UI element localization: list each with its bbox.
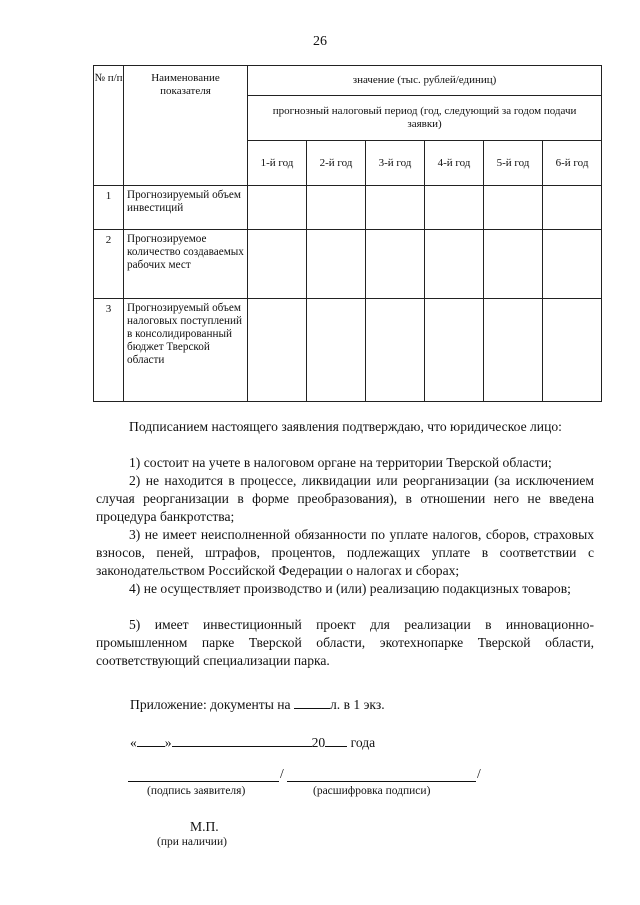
value-cell xyxy=(307,230,366,299)
value-cell xyxy=(543,186,602,230)
year-header: 1-й год xyxy=(248,141,307,186)
year-header: 5-й год xyxy=(484,141,543,186)
value-cell xyxy=(366,230,425,299)
condition-item-1: 1) состоит на учете в налоговом органе на территории Тверской области; xyxy=(129,455,552,470)
day-field[interactable] xyxy=(137,734,165,747)
month-field[interactable] xyxy=(172,734,312,747)
value-cell xyxy=(307,299,366,402)
table-row xyxy=(94,299,602,402)
value-cell xyxy=(366,299,425,402)
value-cell xyxy=(484,186,543,230)
signature-caption: (подпись заявителя) xyxy=(147,785,246,797)
slash: / xyxy=(280,766,284,781)
value-cell xyxy=(484,230,543,299)
signature-decoding-field[interactable] xyxy=(287,781,476,782)
value-header: значение (тыс. рублей/единиц) xyxy=(248,66,602,96)
year-header: 3-й год xyxy=(366,141,425,186)
col-header-number: № п/п xyxy=(94,66,124,186)
year-field[interactable] xyxy=(325,734,347,747)
page-number: 26 xyxy=(313,34,327,49)
value-cell xyxy=(248,186,307,230)
row-number: 1 xyxy=(94,186,124,230)
row-name: Прогнозируемое количество создаваемых рабочих мест xyxy=(124,230,248,299)
row-number: 3 xyxy=(94,299,124,402)
year-header: 6-й год xyxy=(543,141,602,186)
value-cell xyxy=(366,186,425,230)
value-cell xyxy=(484,299,543,402)
value-cell xyxy=(248,230,307,299)
appendix-suffix: л. в 1 экз. xyxy=(329,697,385,712)
stamp-label: М.П. xyxy=(190,819,219,834)
sheets-count-field[interactable] xyxy=(294,696,330,709)
year-header: 4-й год xyxy=(425,141,484,186)
condition-item-5: 5) имеет инвестиционный проект для реализации в инновационно-промышленном парке Тверской области, экотехнопарке Тверской области, соответствующий специализации парка. xyxy=(96,617,594,668)
condition-item-2: 2) не находится в процессе, ликвидации или реорганизации (за исключением случая реорганизации в форме преобразования), в отношении него не введена процедура банкротства; xyxy=(96,473,594,524)
value-cell xyxy=(425,186,484,230)
signature-field[interactable] xyxy=(128,781,279,782)
table-row xyxy=(94,230,602,299)
value-cell xyxy=(248,299,307,402)
decoding-caption: (расшифровка подписи) xyxy=(313,785,431,797)
value-cell xyxy=(425,299,484,402)
col-header-name: Наименование показателя xyxy=(124,66,248,186)
slash: / xyxy=(477,766,481,781)
row-name: Прогнозируемый объем налоговых поступлений в консолидированный бюджет Тверской области xyxy=(124,299,248,402)
period-header: прогнозный налоговый период (год, следующий за годом подачи заявки) xyxy=(248,96,602,141)
table-row xyxy=(94,186,602,230)
value-cell xyxy=(307,186,366,230)
value-cell xyxy=(425,230,484,299)
condition-item-4: 4) не осуществляет производство и (или) реализацию подакцизных товаров; xyxy=(129,581,571,596)
year-header: 2-й год xyxy=(307,141,366,186)
intro-paragraph: Подписанием настоящего заявления подтверждаю, что юридическое лицо: xyxy=(129,419,562,434)
value-cell xyxy=(543,299,602,402)
date-line: « » 20 года xyxy=(130,735,376,750)
row-number: 2 xyxy=(94,230,124,299)
stamp-note: (при наличии) xyxy=(157,836,227,848)
row-name: Прогнозируемый объем инвестиций xyxy=(124,186,248,230)
value-cell xyxy=(543,230,602,299)
appendix-line xyxy=(130,696,385,713)
condition-item-3: 3) не имеет неисполненной обязанности по уплате налогов, сборов, страховых взносов, пеней, штрафов, процентов, подлежащих уплате в соответствии с законодательством Российской Федерации о налогах и сборах; xyxy=(96,527,594,578)
appendix-prefix: Приложение: документы на xyxy=(130,697,291,712)
forecast-table xyxy=(93,65,602,402)
